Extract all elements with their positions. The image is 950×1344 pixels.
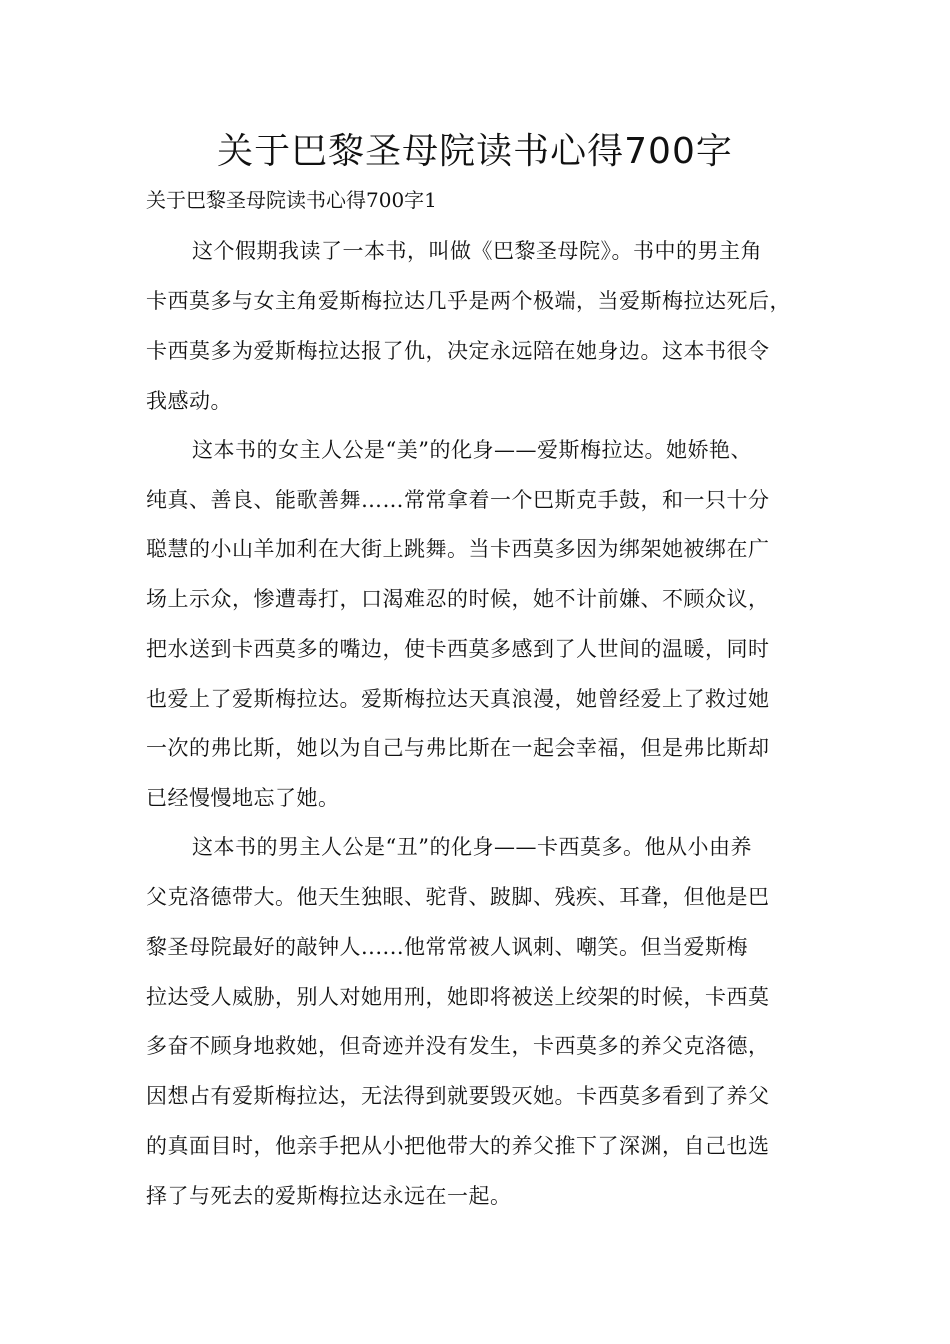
paragraph-1-line-4: 我感动。 [146, 389, 232, 413]
paragraph-2-line-7: 一次的弗比斯，她以为自己与弗比斯在一起会幸福，但是弗比斯却 [146, 736, 770, 760]
paragraph-3-line-6: 因想占有爱斯梅拉达，无法得到就要毁灭她。卡西莫多看到了养父 [146, 1084, 770, 1108]
paragraph-3-line-4: 拉达受人威胁，别人对她用刑，她即将被送上绞架的时候，卡西莫 [146, 985, 770, 1009]
paragraph-1-line-1: 这个假期我读了一本书，叫做《巴黎圣母院》。书中的男主角 [192, 239, 762, 263]
paragraph-3-line-1: 这本书的男主人公是“丑”的化身——卡西莫多。他从小由养 [192, 835, 752, 859]
paragraph-3-line-7: 的真面目时，他亲手把从小把他带大的养父推下了深渊，自己也选 [146, 1134, 770, 1158]
document-subtitle: 关于巴黎圣母院读书心得700字1 [146, 188, 437, 212]
paragraph-1-line-3: 卡西莫多为爱斯梅拉达报了仇，决定永远陪在她身边。这本书很令 [146, 339, 770, 363]
paragraph-2-line-5: 把水送到卡西莫多的嘴边，使卡西莫多感到了人世间的温暖，同时 [146, 637, 770, 661]
paragraph-3-line-2: 父克洛德带大。他天生独眼、驼背、跛脚、残疾、耳聋，但他是巴 [146, 885, 770, 909]
paragraph-2-line-8: 已经慢慢地忘了她。 [146, 786, 340, 810]
paragraph-3-line-8: 择了与死去的爱斯梅拉达永远在一起。 [146, 1184, 512, 1208]
paragraph-3-line-5: 多奋不顾身地救她，但奇迹并没有发生，卡西莫多的养父克洛德， [146, 1034, 770, 1058]
paragraph-3-line-3: 黎圣母院最好的敲钟人......他常常被人讽刺、嘲笑。但当爱斯梅 [146, 935, 749, 959]
paragraph-2-line-1: 这本书的女主人公是“美”的化身——爱斯梅拉达。她娇艳、 [192, 438, 752, 462]
paragraph-2-line-4: 场上示众，惨遭毒打，口渴难忍的时候，她不计前嫌、不顾众议， [146, 587, 770, 611]
document-title: 关于巴黎圣母院读书心得700字 [217, 131, 733, 172]
paragraph-2-line-6: 也爱上了爱斯梅拉达。爱斯梅拉达天真浪漫，她曾经爱上了救过她 [146, 687, 770, 711]
paragraph-1-line-2: 卡西莫多与女主角爱斯梅拉达几乎是两个极端，当爱斯梅拉达死后， [146, 289, 791, 313]
paragraph-2-line-3: 聪慧的小山羊加利在大街上跳舞。当卡西莫多因为绑架她被绑在广 [146, 537, 770, 561]
paragraph-2-line-2: 纯真、善良、能歌善舞……常常拿着一个巴斯克手鼓，和一只十分 [146, 488, 770, 512]
